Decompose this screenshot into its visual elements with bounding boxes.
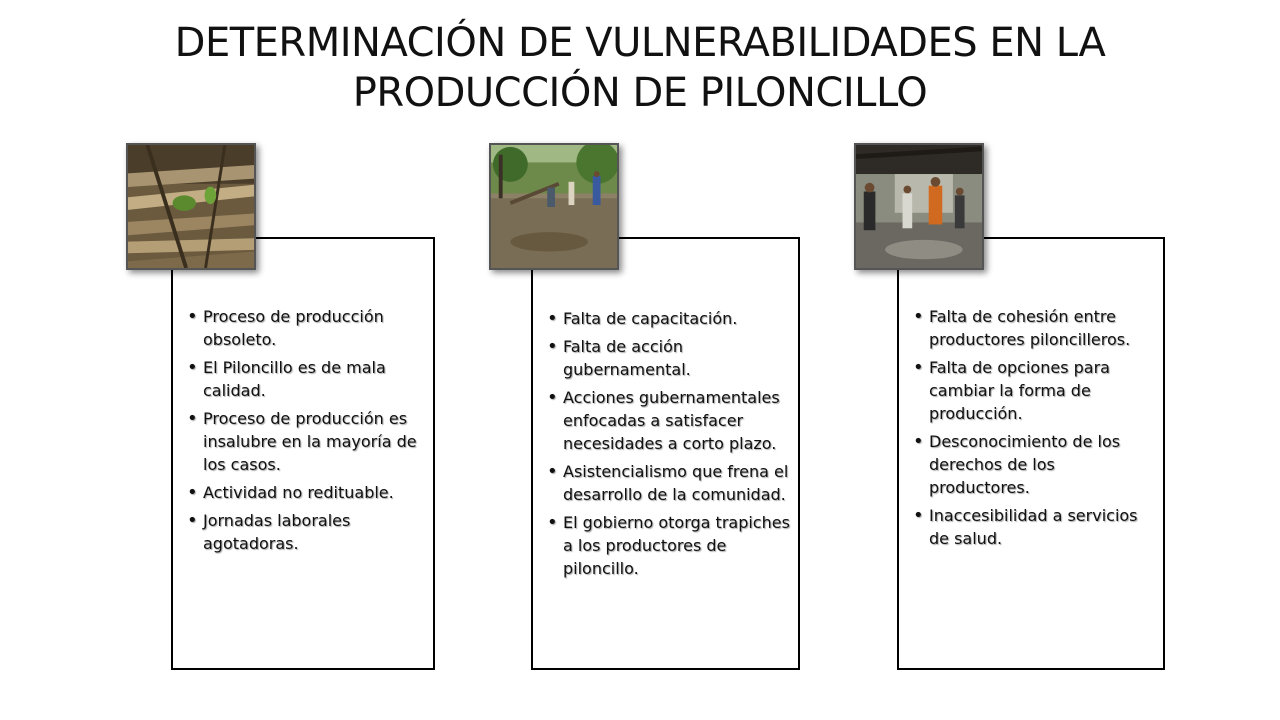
field-workers-photo	[489, 143, 619, 270]
producers-group-photo	[854, 143, 984, 270]
vulnerability-box-2	[531, 237, 800, 670]
vulnerability-box-1	[171, 237, 435, 670]
vulnerability-box-3	[897, 237, 1165, 670]
list-item: • Inaccesibilidad a servicios de salud.	[913, 504, 1157, 550]
list-item: • Jornadas laborales agotadoras.	[187, 509, 423, 555]
list-item: • Falta de cohesión entre productores piloncilleros.	[913, 305, 1157, 351]
vulnerability-list-2	[547, 307, 791, 585]
list-item: • El Piloncillo es de mala calidad.	[187, 356, 423, 402]
list-item: • Actividad no redituable.	[187, 481, 423, 504]
list-item: • Acciones gubernamentales enfocadas a satisfacer necesidades a corto plazo.	[547, 386, 791, 455]
list-item: • Falta de acción gubernamental.	[547, 335, 791, 381]
sugarcane-photo	[126, 143, 256, 270]
list-item: • Proceso de producción es insalubre en la mayoría de los casos.	[187, 407, 423, 476]
list-item: • Asistencialismo que frena el desarrollo de la comunidad.	[547, 460, 791, 506]
title-line-1: DETERMINACIÓN DE VULNERABILIDADES EN LA	[174, 20, 1106, 66]
vulnerability-list-1	[187, 305, 423, 560]
list-item: • Falta de capacitación.	[547, 307, 791, 330]
list-item: • Desconocimiento de los derechos de los productores.	[913, 430, 1157, 499]
list-item: • Falta de opciones para cambiar la forma de producción.	[913, 356, 1157, 425]
list-item: • Proceso de producción obsoleto.	[187, 305, 423, 351]
slide-title	[0, 18, 1280, 118]
title-line-2: PRODUCCIÓN DE PILONCILLO	[352, 70, 928, 116]
vulnerability-list-3	[913, 305, 1157, 555]
list-item: • El gobierno otorga trapiches a los productores de piloncillo.	[547, 511, 791, 580]
